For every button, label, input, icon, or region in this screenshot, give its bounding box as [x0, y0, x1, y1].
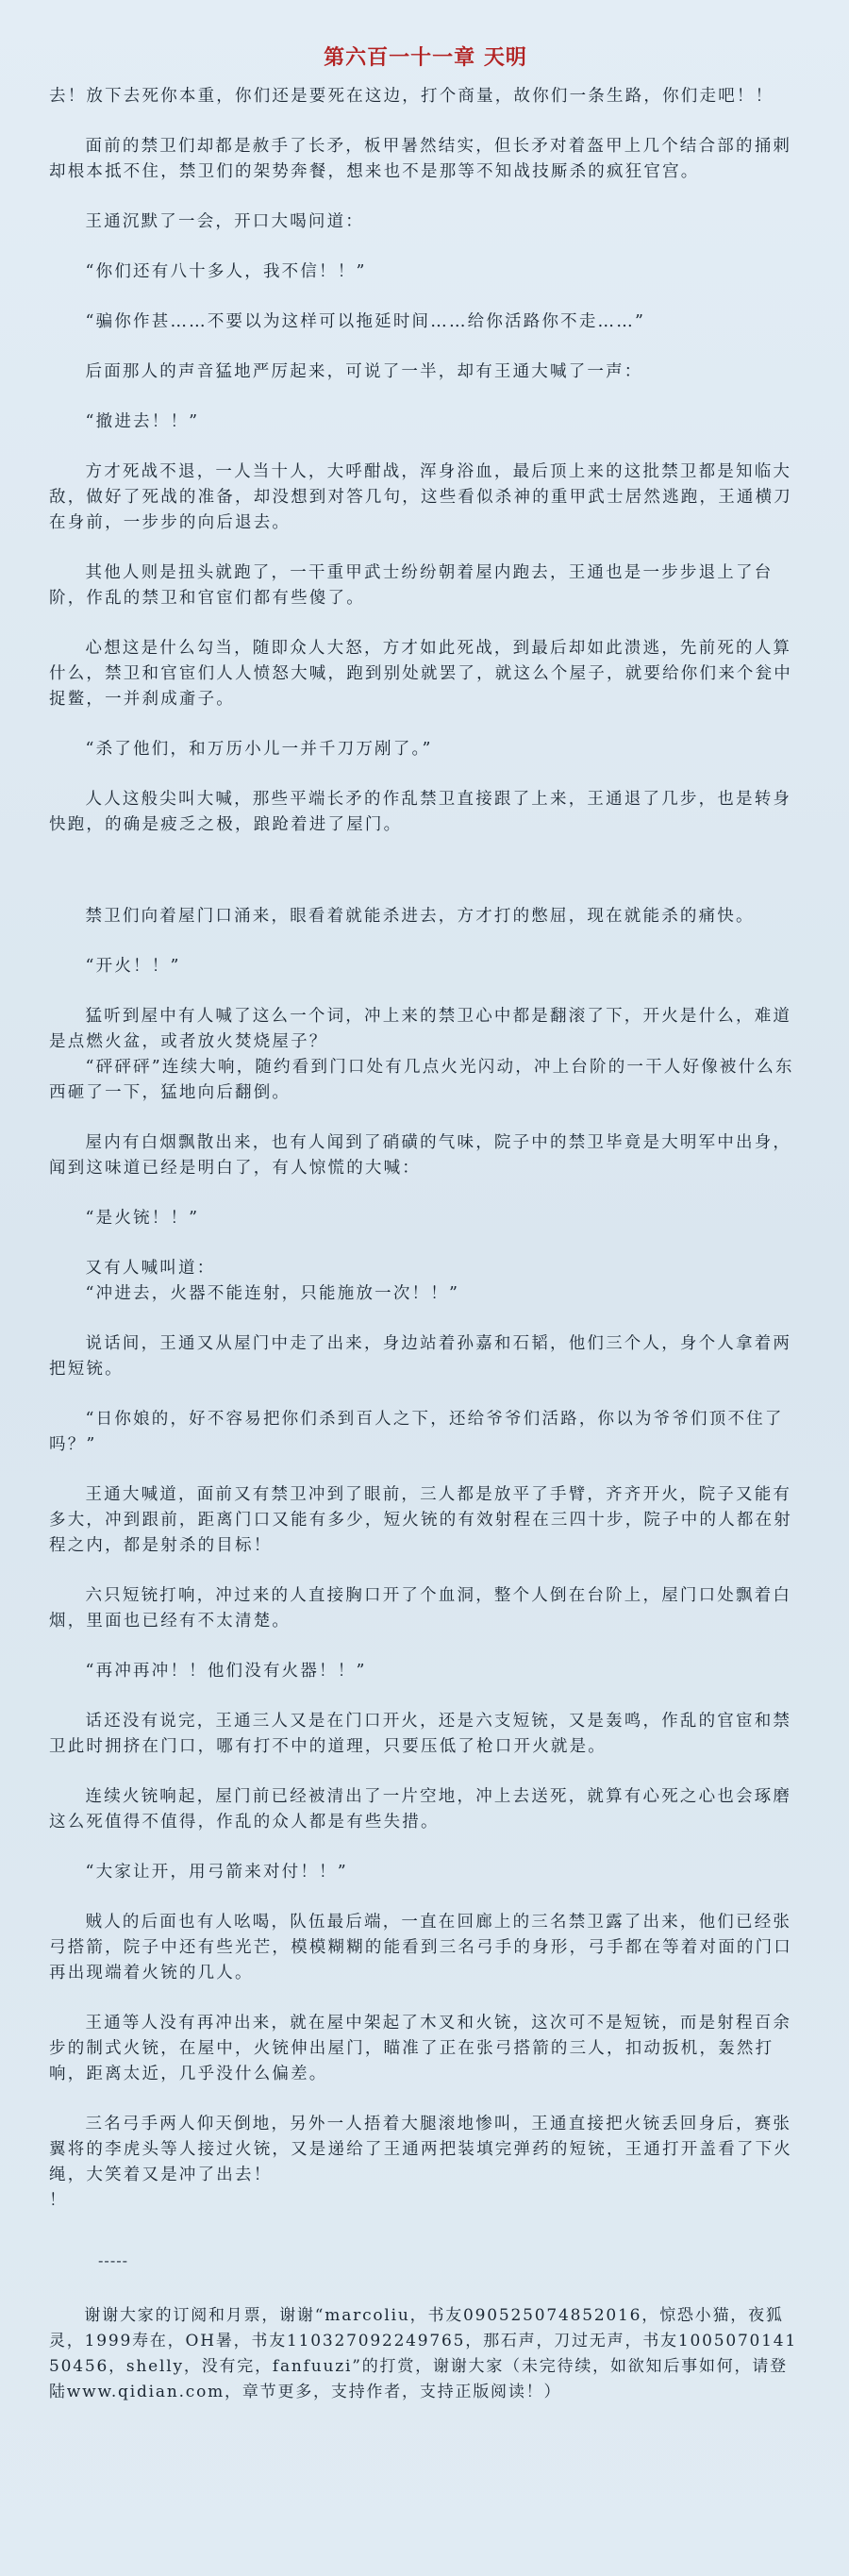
paragraph: “是火铳！！”: [85, 1209, 200, 1228]
paragraph: “日你娘的，好不容易把你们杀到百人之下，还给爷爷们活路，你以为爷爷们顶不住了吗？”: [49, 1410, 784, 1454]
paragraph: “杀了他们，和万历小儿一并千刀万剐了。”: [85, 740, 433, 759]
paragraph: 心想这是什么勾当，随即众人大怒，方才如此死战，到最后却如此溃逃，先前死的人算什么，禁卫和官宦们人人愤怒大喊，跑到别处就罢了，就这么个屋子，就要给你们来个瓮中捉鳖，一并刹成齑子。: [49, 639, 792, 709]
paragraph: 人人这般尖叫大喊，那些平端长矛的作乱禁卫直接跟了上来，王通退了几步，也是转身快跑，的确是疲乏之极，踉跄着进了屋门。: [49, 790, 792, 834]
paragraph: “开火！！”: [85, 957, 181, 976]
separator: -----: [98, 2251, 129, 2269]
paragraph: “你们还有八十多人，我不信！！”: [85, 262, 367, 281]
paragraph: 后面那人的声音猛地严厉起来，可说了一半，却有王通大喊了一声：: [85, 362, 643, 381]
paragraph: 贼人的后面也有人吆喝，队伍最后端，一直在回廊上的三名禁卫露了出来，他们已经张弓搭箭，院子中还有些光芒，模模糊糊的能看到三名弓手的身形，弓手都在等着对面的门口再出现端着火铳的几人。: [49, 1913, 792, 1982]
paragraph: 六只短铳打响，冲过来的人直接胸口开了个血洞，整个人倒在台阶上，屋门口处飘着白烟，里面也已经有不太清楚。: [49, 1586, 792, 1631]
paragraph: “再冲再冲！！他们没有火器！！”: [85, 1662, 367, 1681]
paragraph: 王通沉默了一会，开口大喝问道：: [85, 212, 364, 231]
chapter-title: 第六百一十一章 天明: [324, 45, 527, 70]
paragraph: 屋内有白烟飘散出来，也有人闻到了硝磺的气味，院子中的禁卫毕竟是大明军中出身，闻到这味道已经是明白了，有人惊慌的大喊：: [49, 1133, 792, 1178]
paragraph: 其他人则是扭头就跑了，一干重甲武士纷纷朝着屋内跑去，王通也是一步步退上了台阶，作乱的禁卫和官宦们都有些傻了。: [49, 563, 774, 608]
paragraph: “骗你作甚……不要以为这样可以拖延时间……给你活路你不走……”: [85, 312, 646, 331]
paragraph: 面前的禁卫们却都是赦手了长矛，板甲暑然结实，但长矛对着盔甲上几个结合部的捅刺却根本抵不住，禁卫们的架势奔餐，想来也不是那等不知战技厮杀的疯狂官宫。: [49, 137, 792, 181]
paragraph: 禁卫们向着屋门口涌来，眼看着就能杀进去，方才打的憋屈，现在就能杀的痛快。: [85, 907, 755, 926]
paragraph: 连续火铳响起，屋门前已经被清出了一片空地，冲上去送死，就算有心死之心也会琢磨这么死值得不值得，作乱的众人都是有些失措。: [49, 1787, 792, 1832]
paragraph: 王通大喊道，面前又有禁卫冲到了眼前，三人都是放平了手臂，齐齐开火，院子又能有多大，冲到跟前，距离门口又能有多少，短火铳的有效射程在三四十步，院子中的人都在射程之内，都是射杀的目标！: [49, 1485, 792, 1555]
author-note: 谢谢大家的订阅和月票，谢谢“marcoliu，书友090525074852016，惊恐小猫，夜狐灵，1999寿在，OH暑，书友110327092249765，那石声，刀过无声，书友100507014150456，shelly，没有完，fanfuuzi”的打赏，谢谢大家（未完待续，如欲知后事如何，请登陆www.qidian.com，章节更多，支持作者，支持正版阅读！）: [49, 2306, 798, 2401]
paragraph: 方才死战不退，一人当十人，大呼酣战，浑身浴血，最后顶上来的这批禁卫都是知临大敌，做好了死战的准备，却没想到对答几句，这些看似杀神的重甲武士居然逃跑，王通横刀在身前，一步步的向后退去。: [49, 462, 792, 532]
paragraph: 话还没有说完，王通三人又是在门口开火，还是六支短铳，又是轰鸣，作乱的官宦和禁卫此时拥挤在门口，哪有打不中的道理，只要压低了枪口开火就是。: [49, 1712, 792, 1756]
paragraph: 说话间，王通又从屋门中走了出来，身边站着孙嘉和石韬，他们三个人，身个人拿着两把短铳。: [49, 1334, 792, 1379]
paragraph: 又有人喊叫道：: [85, 1259, 216, 1278]
paragraph: ！: [49, 2191, 68, 2210]
paragraph: “撤进去！！”: [85, 412, 200, 431]
paragraph: “砰砰砰”连续大响，随约看到门口处有几点火光闪动，冲上台阶的一干人好像被什么东西砸了一下，猛地向后翻倒。: [49, 1058, 794, 1102]
chapter-body: [49, 84, 802, 2214]
paragraph: “大家让开，用弓箭来对付！！”: [85, 1863, 348, 1882]
paragraph: 三名弓手两人仰天倒地，另外一人捂着大腿滚地惨叫，王通直接把火铳丢回身后，赛张翼将的李虎头等人接过火铳，又是递给了王通两把装填完弹药的短铳，王通打开盖看了下火绳，大笑着又是冲了出去！: [49, 2115, 792, 2184]
paragraph: 猛听到屋中有人喊了这么一个词，冲上来的禁卫心中都是翻滚了下，开火是什么，难道是点燃火盆，或者放火焚烧屋子？: [49, 1007, 792, 1051]
paragraph: “冲进去，火器不能连射，只能施放一次！！”: [85, 1284, 460, 1303]
paragraph: 去！放下去死你本重，你们还是要死在这边，打个商量，故你们一条生路，你们走吧！！: [49, 87, 774, 106]
paragraph: 王通等人没有再冲出来，就在屋中架起了木叉和火铳，这次可不是短铳，而是射程百余步的制式火铳，在屋中，火铳伸出屋门，瞄准了正在张弓搭箭的三人，扣动扳机，轰然打响，距离太近，几乎没什么偏差。: [49, 2014, 792, 2083]
